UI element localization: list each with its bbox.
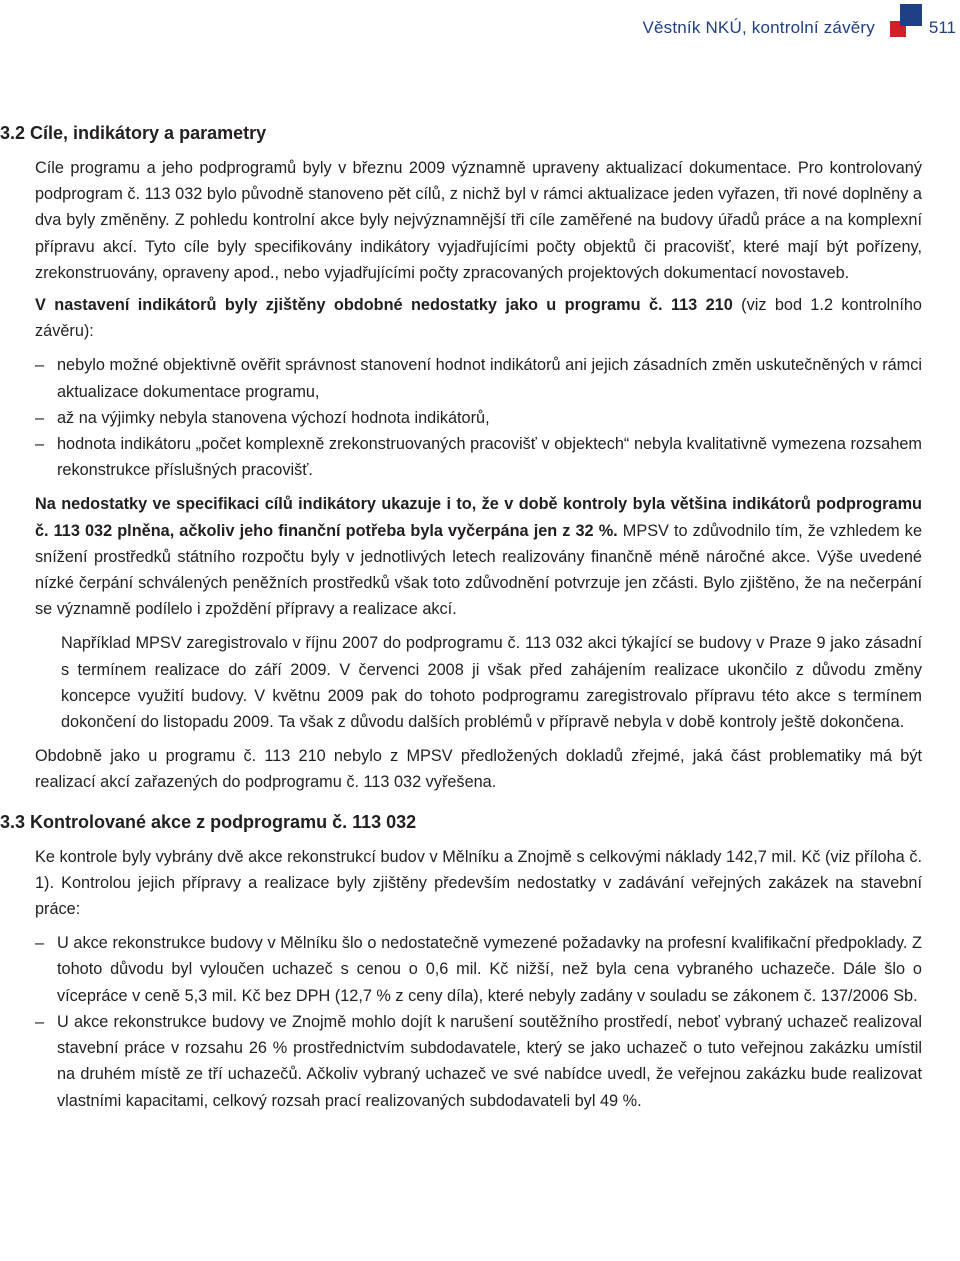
paragraph-spending: Na nedostatky ve specifikaci cílů indikátory ukazuje i to, že v době kontroly byla většina indikátorů podprogramu č. 113 032 plněna, ačkoliv jeho finanční potřeba byla vyčerpána jen z 32 %. MPSV to zdůvodnilo tím, že vzhledem ke snížení prostředků státního rozpočtu byly v jednotlivých letech realizovány finančně méně náročné akce. Výše uvedené nízké čerpání schválených peněžních prostředků však toto zdůvodnění potvrzuje jen zčásti. Bylo zjištěno, že na nečerpání se významně podílelo i zpoždění přípravy a realizace akcí. [35, 495, 923, 619]
paragraph-indicator-findings: V nastavení indikátorů byly zjištěny obdobné nedostatky jako u programu č. 113 210 (viz bod 1.2 kontrolního závěru): [35, 296, 922, 341]
list-item: – hodnota indikátoru „počet komplexně zrekonstruovaných pracovišť v objektech“ nebyla kvalitativně vymezena rozsahem rekonstrukce příslušných pracovišť. [35, 431, 922, 483]
list-item: – až na výjimky nebyla stanovena výchozí hodnota indikátorů, [35, 405, 922, 431]
procurement-issues-list [35, 930, 922, 1113]
nku-logo-icon [890, 2, 924, 38]
page-body [0, 121, 923, 1120]
section-heading-3-2: 3.2 Cíle, indikátory a parametry [0, 123, 267, 143]
paragraph-goals: Cíle programu a jeho podprogramů byly v březnu 2009 významně upraveny aktualizací dokumentace. Pro kontrolovaný podprogram č. 113 032 bylo původně stanoveno pět cílů, z nichž byl v rámci aktualizace jeden vyřazen, tři nové doplněny a dva byly změněny. Z pohledu kontrolní akce byly nejvýznamnější tři cíle zaměřené na budovy úřadů práce a na komplexní přípravu akcí. Tyto cíle byly specifikovány indikátory vyjadřujícími počty objektů či pracovišť, které mají být pořízeny, zrekonstruovány, opraveny apod., nebo vyjadřujícími počty zpracovaných projektových dokumentací novostaveb. [35, 159, 922, 282]
paragraph-example: Například MPSV zaregistrovalo v říjnu 2007 do podprogramu č. 113 032 akci týkající se budovy v Praze 9 jako zásadní s termínem realizace do září 2009. V červenci 2008 ji však před zahájením realizace ukončilo z důvodu změny koncepce využití budovy. V květnu 2009 pak do tohoto podprogramu zaregistrovalo přípravu této akce s termínem dokončení do listopadu 2009. Ta však z důvodu dalších problémů v přípravě nebyla v době kontroly ještě dokončena. [61, 634, 922, 732]
paragraph-similar: Obdobně jako u programu č. 113 210 nebylo z MPSV předložených dokladů zřejmé, jaká část problematiky má být realizací akcí zařazených do podprogramu č. 113 032 vyřešena. [35, 747, 922, 792]
journal-title: Věstník NKÚ, kontrolní závěry [642, 18, 875, 37]
indicator-issues-list [35, 352, 922, 483]
list-item: – U akce rekonstrukce budovy ve Znojmě mohlo dojít k narušení soutěžního prostředí, neboť vybraný uchazeč realizoval stavební práce v rozsahu 26 % prostřednictvím subdodavatele, který se jako uchazeč o tuto veřejnou zakázku umístil na druhém místě ze tří uchazečů. Ačkoliv vybraný uchazeč ve své nabídce uvedl, že veřejnou zakázku bude realizovat vlastními kapacitami, celkový rozsah prací realizovaných subdodavateli byl 49 %. [35, 1009, 922, 1114]
page-number: 511 [928, 18, 956, 37]
paragraph-selected-actions: Ke kontrole byly vybrány dvě akce rekonstrukcí budov v Mělníku a Znojmě s celkovými náklady 142,7 mil. Kč (viz příloha č. 1). Kontrolou jejich přípravy a realizace byly zjištěny především nedostatky v zadávání veřejných zakázek na stavební práce: [35, 847, 922, 919]
list-item: – nebylo možné objektivně ověřit správnost stanovení hodnot indikátorů ani jejich zásadních změn uskutečněných v rámci aktualizace dokumentace programu, [35, 352, 922, 404]
section-heading-3-3: 3.3 Kontrolované akce z podprogramu č. 113 032 [0, 811, 417, 832]
list-item: – U akce rekonstrukce budovy v Mělníku šlo o nedostatečně vymezené požadavky na profesní kvalifikační předpoklady. Z tohoto důvodu byl vyloučen uchazeč s cenou o 0,6 mil. Kč nižší, než byla cena vybraného uchazeče. Dále šlo o vícepráce v ceně 5,3 mil. Kč bez DPH (12,7 % z ceny díla), které nebyly zadány v souladu se zákonem č. 137/2006 Sb. [35, 930, 922, 1009]
